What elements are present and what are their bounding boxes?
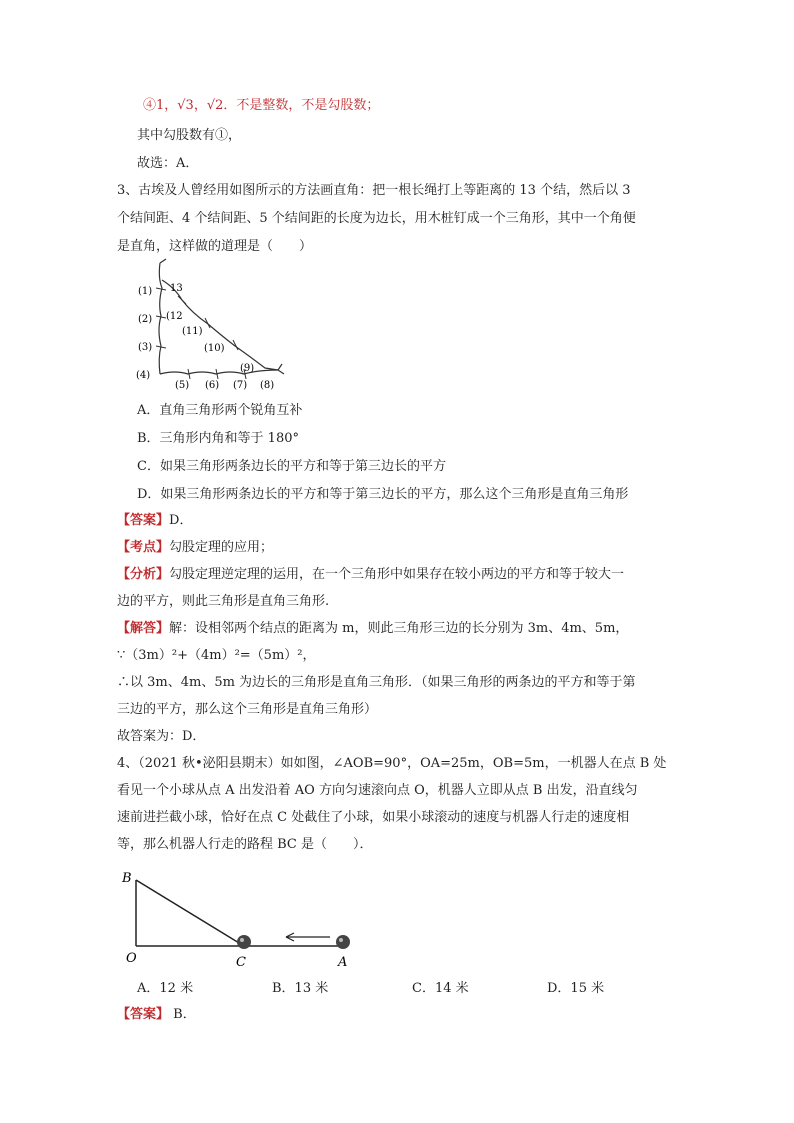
rope-triangle-figure	[130, 258, 290, 393]
question-4-line-1: 4、（2021 秋•泌阳县期末）如如图，∠AOB=90°，OA=25m，OB=5m，一机器人在点 B 处	[117, 756, 667, 771]
robot-ball-figure	[118, 866, 368, 971]
answer-tag: 【答案】	[117, 513, 170, 528]
carryover-line-1: ④1，√3，√2．不是整数，不是勾股数；	[143, 98, 380, 113]
question-4-line-4: 等，那么机器人行走的路程 BC 是（ ）．	[117, 837, 373, 852]
keypoint-text: 勾股定理的应用；	[169, 540, 274, 555]
knot-label-12: (12	[166, 311, 183, 322]
option-4-b: B．13 米	[272, 981, 329, 996]
solution-text-2: ∵（3m）²+（4m）²=（5m）²，	[117, 648, 316, 663]
knot-label-1: (1)	[138, 286, 153, 297]
analysis-tag: 【分析】	[117, 567, 170, 582]
question-3-line-2: 个结间距、4 个结间距、5 个结间距的长度为边长，用木桩钉成一个三角形，其中一个角便	[117, 211, 636, 226]
keypoint-row	[117, 539, 273, 557]
carryover-line-2: 其中勾股数有①，	[137, 128, 242, 143]
solution-text-4: 三边的平方，那么这个三角形是直角三角形）	[117, 702, 378, 717]
analysis-text-1: 勾股定理逆定理的运用，在一个三角形中如果存在较小两边的平方和等于较大一	[169, 567, 625, 582]
point-a-label: A	[338, 955, 348, 970]
knot-label-11: (11)	[182, 326, 203, 337]
question-3-line-1: 3、古埃及人曾经用如图所示的方法画直角：把一根长绳打上等距离的 13 个结，然后以 3	[117, 183, 631, 198]
option-4-d: D．15 米	[547, 981, 605, 996]
answer-4-value: B．	[173, 1007, 196, 1022]
question-4-line-2: 看见一个小球从点 A 出发沿着 AO 方向匀速滚向点 O，机器人立即从点 B 出发，沿直线匀	[117, 783, 638, 798]
knot-label-7: (7)	[233, 380, 248, 391]
solution-row	[117, 620, 628, 638]
solution-text-1: 解：设相邻两个结点的距离为 m，则此三角形三边的长分别为 3m、4m、5m，	[169, 621, 629, 636]
point-c-label: C	[236, 955, 246, 970]
answer-3-row	[117, 512, 192, 530]
option-4-a: A．12 米	[137, 981, 194, 996]
knot-label-13: 13	[170, 283, 183, 294]
knot-label-2: (2)	[138, 314, 153, 325]
answer-4-row	[117, 1006, 196, 1024]
analysis-row	[117, 566, 624, 584]
answer-3-value: D．	[169, 513, 193, 528]
point-o-label: O	[126, 951, 137, 966]
question-3-line-3: 是直角，这样做的道理是（ ）	[117, 239, 313, 254]
option-3-d: D．如果三角形两条边长的平方和等于第三边长的平方，那么这个三角形是直角三角形	[137, 487, 629, 502]
knot-label-8: (8)	[260, 380, 275, 391]
knot-label-4: (4)	[136, 370, 151, 381]
solution-text-3: ∴以 3m、4m、5m 为边长的三角形是直角三角形．（如果三角形的两条边的平方和等于第	[117, 675, 636, 690]
knot-label-10: (10)	[204, 343, 225, 354]
carryover-line-3: 故选：A．	[137, 156, 199, 171]
question-4-line-3: 速前进拦截小球，恰好在点 C 处截住了小球，如果小球滚动的速度与机器人行走的速度相	[117, 810, 630, 825]
option-3-a: A．直角三角形两个锐角互补	[137, 403, 303, 418]
analysis-text-2: 边的平方，则此三角形是直角三角形.	[117, 594, 330, 609]
knot-label-3: (3)	[138, 342, 153, 353]
solution-text-5: 故答案为：D．	[117, 729, 206, 744]
answer-4-tag: 【答案】	[117, 1007, 170, 1022]
option-4-c: C．14 米	[412, 981, 469, 996]
knot-label-5: (5)	[175, 380, 190, 391]
solution-tag: 【解答】	[117, 621, 170, 636]
point-b-label: B	[122, 871, 132, 886]
keypoint-tag: 【考点】	[117, 540, 170, 555]
knot-label-6: (6)	[205, 380, 220, 391]
knot-label-9: (9)	[240, 363, 255, 374]
option-3-b: B．三角形内角和等于 180°	[137, 431, 299, 446]
option-3-c: C．如果三角形两条边长的平方和等于第三边长的平方	[137, 459, 446, 474]
